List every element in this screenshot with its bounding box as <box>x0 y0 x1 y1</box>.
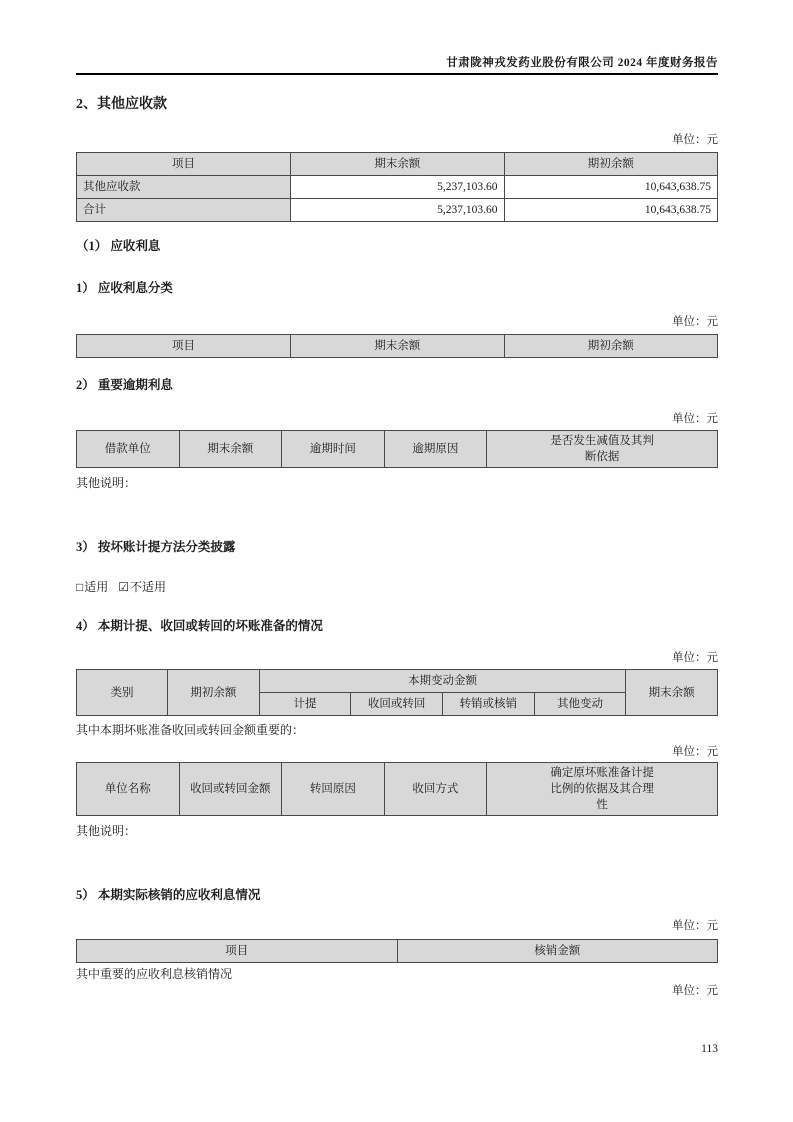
col-header-ending-balance: 期末余额 <box>179 431 282 468</box>
table-header-row <box>77 335 718 358</box>
item-title-interest-classification: 1） 应收利息分类 <box>76 281 173 295</box>
row-label-total: 合计 <box>77 199 291 222</box>
table-header-row <box>77 153 718 176</box>
col-header-recovery-method: 收回方式 <box>384 763 487 816</box>
overdue-interest-table <box>76 430 718 468</box>
col-group-current-change: 本期变动金额 <box>259 670 626 693</box>
not-applicable-label: 不适用 <box>130 580 167 594</box>
other-note: 其他说明： <box>76 476 137 490</box>
unit-label: 单位：元 <box>672 746 718 758</box>
section-title-other-receivables: 2、其他应收款 <box>76 97 167 112</box>
ending-balance-total: 5,237,103.60 <box>291 199 504 222</box>
col-header-recovery-amount: 收回或转回金额 <box>179 763 282 816</box>
item-title-bad-debt-method: 3） 按坏账计提方法分类披露 <box>76 540 236 554</box>
important-writeoff-note: 其中重要的应收利息核销情况 <box>76 967 233 981</box>
table-header-row <box>77 670 718 693</box>
unit-label: 单位：元 <box>672 920 718 932</box>
col-header-ending-balance: 期末余额 <box>291 335 504 358</box>
col-header-impairment-basis: 是否发生减值及其判断依据 <box>487 431 718 468</box>
interest-classification-table <box>76 334 718 358</box>
unit-label: 单位：元 <box>672 413 718 425</box>
unit-label: 单位：元 <box>672 134 718 146</box>
col-header-reversal-reason: 转回原因 <box>282 763 385 816</box>
unit-label: 单位：元 <box>672 985 718 997</box>
table-header-row <box>77 940 718 963</box>
col-header-beginning-balance: 期初余额 <box>168 670 260 716</box>
unit-label: 单位：元 <box>672 652 718 664</box>
other-note: 其他说明： <box>76 824 137 838</box>
table-row-total <box>77 199 718 222</box>
interest-writeoff-table <box>76 939 718 963</box>
ending-balance-value: 5,237,103.60 <box>291 176 504 199</box>
col-header-item: 项目 <box>77 335 291 358</box>
table-header-row <box>77 431 718 468</box>
col-header-provision-ratio-basis: 确定原坏账准备计提比例的依据及其合理性 <box>487 763 718 816</box>
col-header-ending-balance: 期末余额 <box>291 153 504 176</box>
row-label: 其他应收款 <box>77 176 291 199</box>
recovery-detail-table <box>76 762 718 816</box>
applicable-label: 适用 <box>84 580 109 594</box>
unit-label: 单位：元 <box>672 316 718 328</box>
bad-debt-provision-table <box>76 669 718 716</box>
table-header-row <box>77 763 718 816</box>
col-header-overdue-time: 逾期时间 <box>282 431 385 468</box>
document-header-title: 甘肃陇神戎发药业股份有限公司 2024 年度财务报告 <box>76 0 718 75</box>
col-header-item: 项目 <box>77 153 291 176</box>
checkbox-unchecked-icon: □ <box>76 580 84 594</box>
important-recovery-note: 其中本期坏账准备收回或转回金额重要的： <box>76 723 305 737</box>
col-header-beginning-balance: 期初余额 <box>504 153 717 176</box>
subsection-title-interest-receivable: （1） 应收利息 <box>76 239 161 253</box>
page-number: 113 <box>701 1043 718 1055</box>
item-title-overdue-interest: 2） 重要逾期利息 <box>76 378 173 392</box>
col-header-provision: 计提 <box>259 693 351 716</box>
col-header-item: 项目 <box>77 940 398 963</box>
beginning-balance-total: 10,643,638.75 <box>504 199 717 222</box>
col-header-other-changes: 其他变动 <box>534 693 626 716</box>
table-row <box>77 176 718 199</box>
col-header-overdue-reason: 逾期原因 <box>384 431 487 468</box>
item-title-interest-writeoff: 5） 本期实际核销的应收利息情况 <box>76 888 261 902</box>
col-header-borrower: 借款单位 <box>77 431 180 468</box>
other-receivables-table <box>76 152 718 222</box>
applicability-line <box>76 580 718 595</box>
col-header-ending-balance: 期末余额 <box>626 670 718 716</box>
col-header-beginning-balance: 期初余额 <box>504 335 717 358</box>
col-header-writeoff-amount: 核销金额 <box>397 940 718 963</box>
col-header-category: 类别 <box>77 670 168 716</box>
beginning-balance-value: 10,643,638.75 <box>504 176 717 199</box>
col-header-unit-name: 单位名称 <box>77 763 180 816</box>
item-title-bad-debt-provision: 4） 本期计提、收回或转回的坏账准备的情况 <box>76 619 323 633</box>
col-header-writeoff: 转销或核销 <box>442 693 534 716</box>
col-header-recovery-reversal: 收回或转回 <box>351 693 443 716</box>
checkbox-checked-icon: ☑ <box>118 580 130 594</box>
